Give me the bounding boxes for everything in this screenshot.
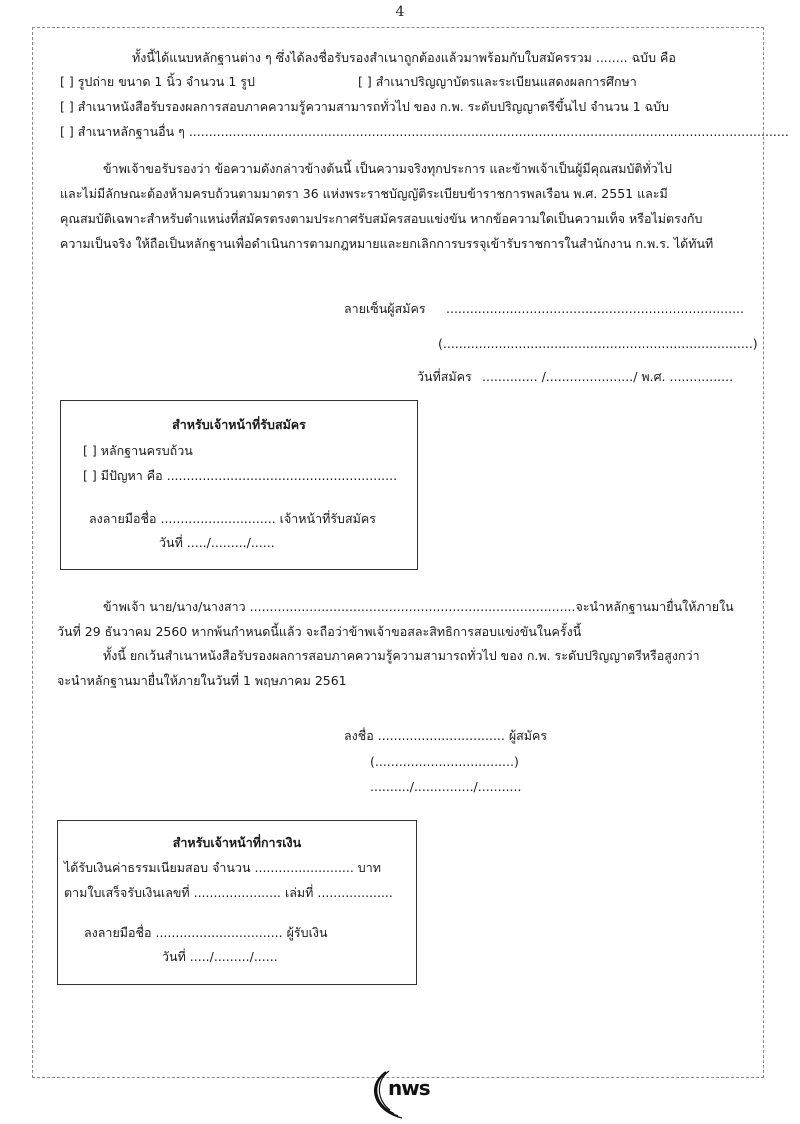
receiver-date-field[interactable]: วันที่ ...../........./......: [159, 535, 275, 550]
receiver-official-box: [60, 400, 418, 570]
receiver-signature-field[interactable]: ลงลายมือชื่อ ............................. เจ้าหน้าที่รับสมัคร: [89, 511, 376, 526]
pledge-date-field[interactable]: ........../.............../...........: [370, 779, 522, 794]
page-number: 4: [395, 4, 405, 20]
pledge-line-1: ข้าพเจ้า นาย/นาง/นางสาว ..................................................................................จะนำหลักฐานมายื่นให้ภายใน: [103, 599, 734, 614]
attachment-photo: [ ] รูปถ่าย ขนาด 1 นิ้ว จำนวน 1 รูป: [60, 74, 255, 89]
cashier-date-field[interactable]: วันที่ ...../........./......: [162, 949, 278, 964]
applicant-signature-field[interactable]: ...........................................................................: [446, 301, 745, 316]
ocsc-logo: [368, 1068, 432, 1120]
attachment-ocsc-certificate: [ ] สำเนาหนังสือรับรองผลการสอบภาคความรู้ความสามารถทั่วไป ของ ก.พ. ระดับปริญญาตรีขึ้นไป จำนวน 1 ฉบับ: [60, 99, 669, 114]
logo-text: nws: [388, 1076, 430, 1100]
attachments-intro: ทั้งนี้ได้แนบหลักฐานต่าง ๆ ซึ่งได้ลงชื่อรับรองสำเนาถูกต้องแล้วมาพร้อมกับใบสมัครรวม ........ ฉบับ คือ: [132, 50, 676, 65]
receipt-number-field[interactable]: ตามใบเสร็จรับเงินเลขที่ ...................... เล่มที่ ...................: [64, 885, 393, 900]
pledge-signature-field[interactable]: ลงชื่อ ................................ ผู้สมัคร: [344, 728, 548, 743]
evidence-complete-checkbox[interactable]: [ ] หลักฐานครบถ้วน: [83, 443, 193, 458]
pledge-line-4: จะนำหลักฐานมายื่นให้ภายในวันที่ 1 พฤษภาคม 2561: [57, 673, 347, 688]
cashier-signature-field[interactable]: ลงลายมือชื่อ ................................ ผู้รับเงิน: [84, 925, 328, 940]
certification-line-3: คุณสมบัติเฉพาะสำหรับตำแหน่งที่สมัครตรงตามประกาศรับสมัครสอบแข่งขัน หากข้อความใดเป็นความเท็จ หรือไม่ตรงกับ: [60, 211, 703, 226]
pledge-line-2: วันที่ 29 ธันวาคม 2560 หากพ้นกำหนดนี้แล้ว จะถือว่าข้าพเจ้าขอสละสิทธิการสอบแข่งขันในครั้งนี้: [57, 624, 582, 639]
evidence-problem-checkbox[interactable]: [ ] มีปัญหา คือ ..........................................................: [83, 468, 398, 483]
exam-fee-field[interactable]: ได้รับเงินค่าธรรมเนียมสอบ จำนวน ......................... บาท: [64, 860, 382, 875]
application-date-field[interactable]: .............. /....................../ พ.ศ. ................: [482, 369, 734, 384]
finance-official-box: [57, 820, 417, 985]
pledge-name-field[interactable]: (...................................): [370, 754, 519, 769]
pledge-line-3: ทั้งนี้ ยกเว้นสำเนาหนังสือรับรองผลการสอบภาคความรู้ความสามารถทั่วไป ของ ก.พ. ระดับปริญญาตรีหรือสูงกว่า: [103, 648, 700, 663]
applicant-signature-label: ลายเซ็นผู้สมัคร: [344, 301, 426, 316]
attachment-other: [ ] สำเนาหลักฐานอื่น ๆ .......................................................................................................................................................: [60, 124, 789, 139]
certification-line-1: ข้าพเจ้าขอรับรองว่า ข้อความดังกล่าวข้างต้นนี้ เป็นความจริงทุกประการ และข้าพเจ้าเป็นผู้มีคุณสมบัติทั่วไป: [103, 161, 672, 176]
application-date-label: วันที่สมัคร: [417, 369, 472, 384]
finance-box-title: สำหรับเจ้าหน้าที่การเงิน: [172, 835, 302, 850]
receiver-box-title: สำหรับเจ้าหน้าที่รับสมัคร: [172, 417, 306, 432]
certification-line-2: และไม่มีลักษณะต้องห้ามครบถ้วนตามมาตรา 36 แห่งพระราชบัญญัติระเบียบข้าราชการพลเรือน พ.ศ. 2551 และมี: [60, 186, 668, 201]
attachment-degree: [ ] สำเนาปริญญาบัตรและระเบียนแสดงผลการศึกษา: [358, 74, 637, 89]
applicant-name-field[interactable]: (..............................................................................): [438, 336, 758, 351]
certification-line-4: ความเป็นจริง ให้ถือเป็นหลักฐานเพื่อดำเนินการตามกฎหมายและยกเลิกการบรรจุเข้ารับราชการในสำนักงาน ก.พ.ร. ได้ทันที: [60, 236, 714, 251]
